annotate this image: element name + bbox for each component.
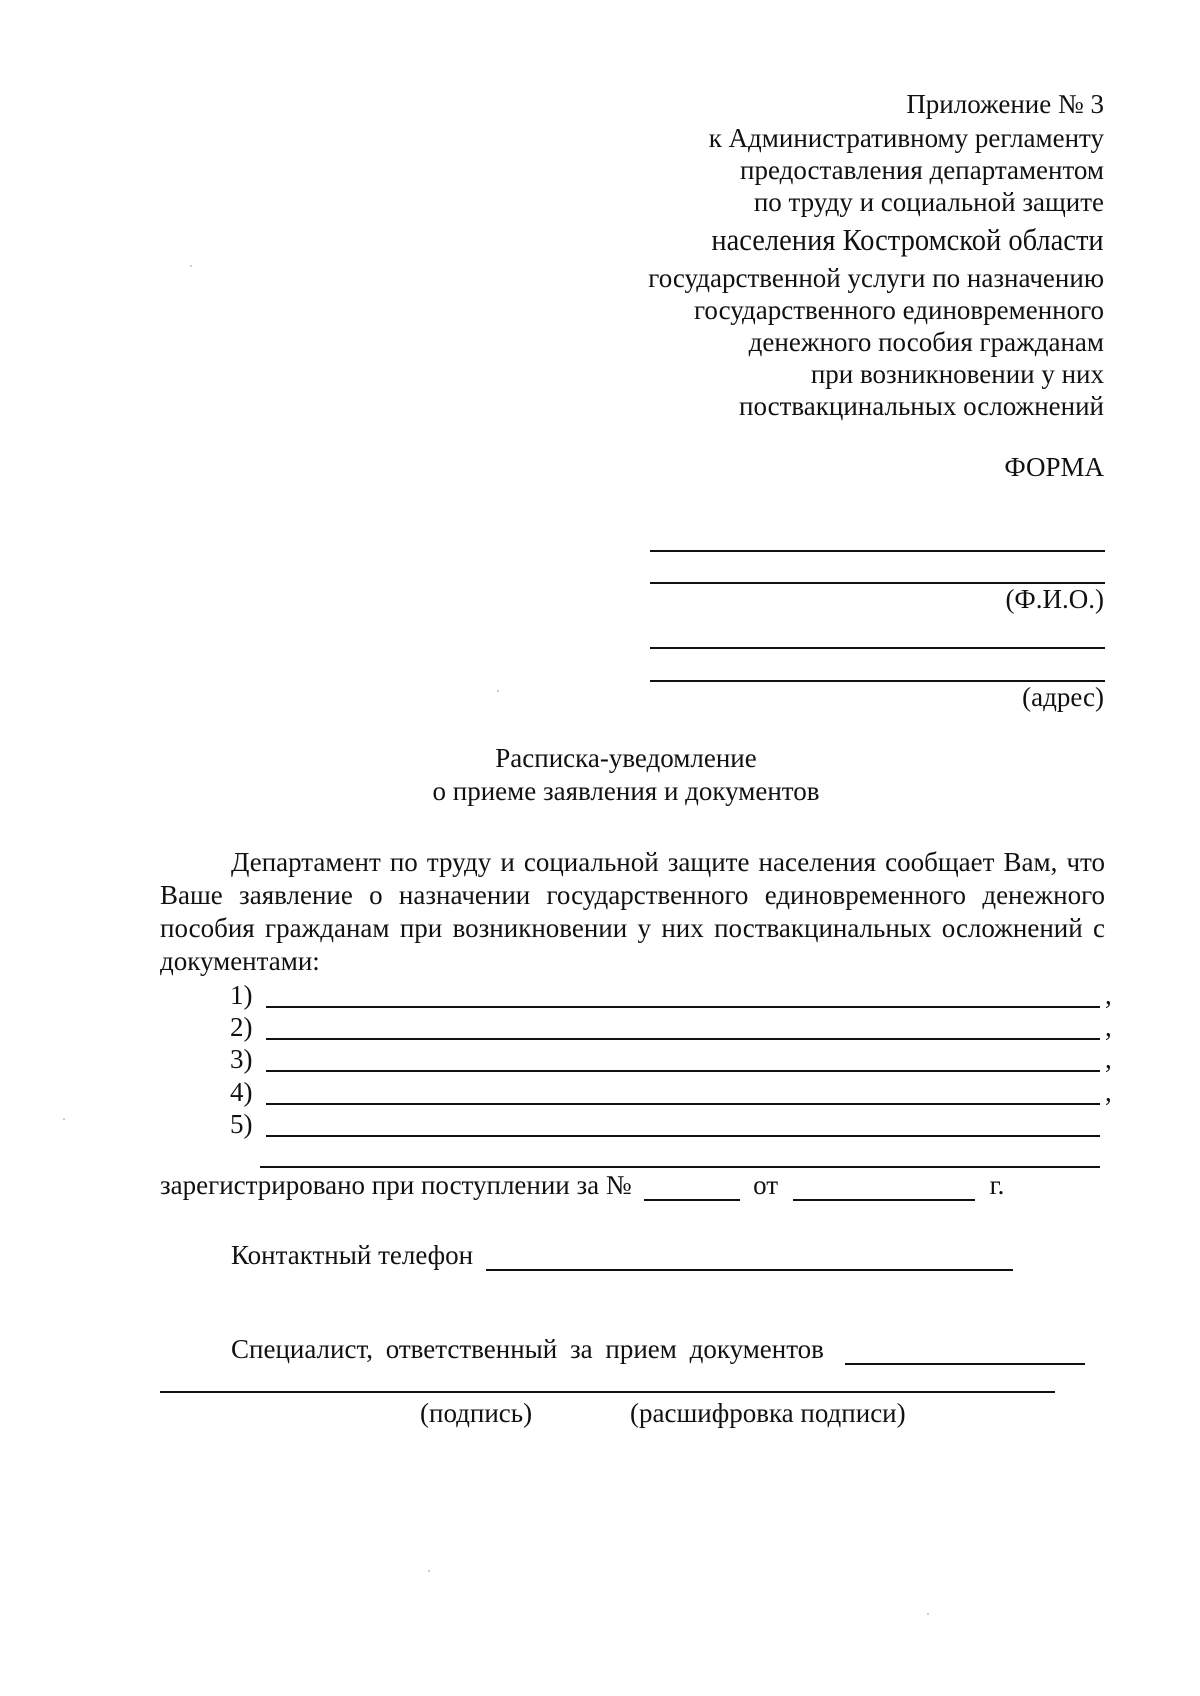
appendix-header [648, 88, 1104, 422]
fio-caption: (Ф.И.О.) [1005, 584, 1104, 614]
title-line-2: о приеме заявления и документов [432, 776, 820, 806]
registration-year: г. [989, 1170, 1005, 1200]
registration-number-blank [644, 1175, 740, 1201]
item-number: 3) [230, 1044, 253, 1074]
header-line: к Административному регламенту [708, 123, 1104, 153]
document-item [230, 1077, 1112, 1109]
item-comma: , [1105, 980, 1112, 1010]
specialist-label: Специалист, ответственный за прием документов [231, 1334, 824, 1364]
body-paragraph: Департамент по труду и социальной защите населения сообщает Вам, что Ваше заявление о назначении государственного единовременного денежного пособия гражданам при возникновении у них поствакцинальных осложнений с документами: [160, 847, 1105, 976]
item-blank-line [266, 1103, 1100, 1105]
item-blank-line [266, 1135, 1100, 1137]
item-number: 5) [230, 1109, 253, 1139]
registration-date-blank [793, 1175, 975, 1201]
document-item [230, 1109, 260, 1141]
phone-label: Контактный телефон [231, 1240, 474, 1270]
phone-line [231, 1240, 1013, 1271]
scan-speck [63, 1118, 65, 1120]
header-line: предоставления департаментом [740, 155, 1104, 185]
scan-speck [428, 1570, 430, 1572]
header-region-line: населения Костромской области [711, 222, 1104, 257]
item-comma: , [1105, 1012, 1112, 1042]
documents-extra-line [260, 1166, 1100, 1168]
appendix-number: Приложение № 3 [906, 89, 1104, 119]
scan-speck [927, 1613, 929, 1615]
document-item [230, 1044, 1112, 1076]
specialist-blank [845, 1339, 1085, 1365]
document-item [230, 1012, 1112, 1044]
header-line: по труду и социальной защите [753, 187, 1104, 217]
fio-line-1 [650, 550, 1105, 552]
signature-caption: (подпись) [420, 1398, 533, 1428]
header-line: поствакцинальных осложнений [739, 391, 1104, 421]
item-number: 4) [230, 1077, 253, 1107]
header-line: денежного пособия гражданам [748, 327, 1104, 357]
address-caption: (адрес) [1022, 682, 1104, 712]
decode-caption: (расшифровка подписи) [630, 1398, 906, 1428]
item-blank-line [266, 1006, 1100, 1008]
item-number: 2) [230, 1012, 253, 1042]
scan-speck [497, 690, 499, 692]
registration-line [160, 1170, 1004, 1201]
registration-from: от [753, 1170, 779, 1200]
header-line: государственного единовременного [694, 295, 1104, 325]
specialist-line [231, 1334, 1085, 1365]
form-label: ФОРМА [1004, 452, 1104, 482]
item-blank-line [266, 1038, 1100, 1040]
item-number: 1) [230, 980, 253, 1010]
header-line: государственной услуги по назначению [648, 263, 1104, 293]
document-item [230, 980, 1112, 1012]
item-blank-line [266, 1070, 1100, 1072]
registration-prefix: зарегистрировано при поступлении за № [160, 1170, 632, 1200]
scan-speck [190, 265, 192, 267]
item-comma: , [1105, 1077, 1112, 1107]
signature-line [160, 1391, 1055, 1393]
phone-blank [486, 1245, 1013, 1271]
title-line-1: Расписка-уведомление [495, 743, 757, 773]
item-comma: , [1105, 1044, 1112, 1074]
address-line-1 [650, 647, 1105, 649]
header-line: при возникновении у них [810, 359, 1104, 389]
document-title [26, 742, 1200, 808]
